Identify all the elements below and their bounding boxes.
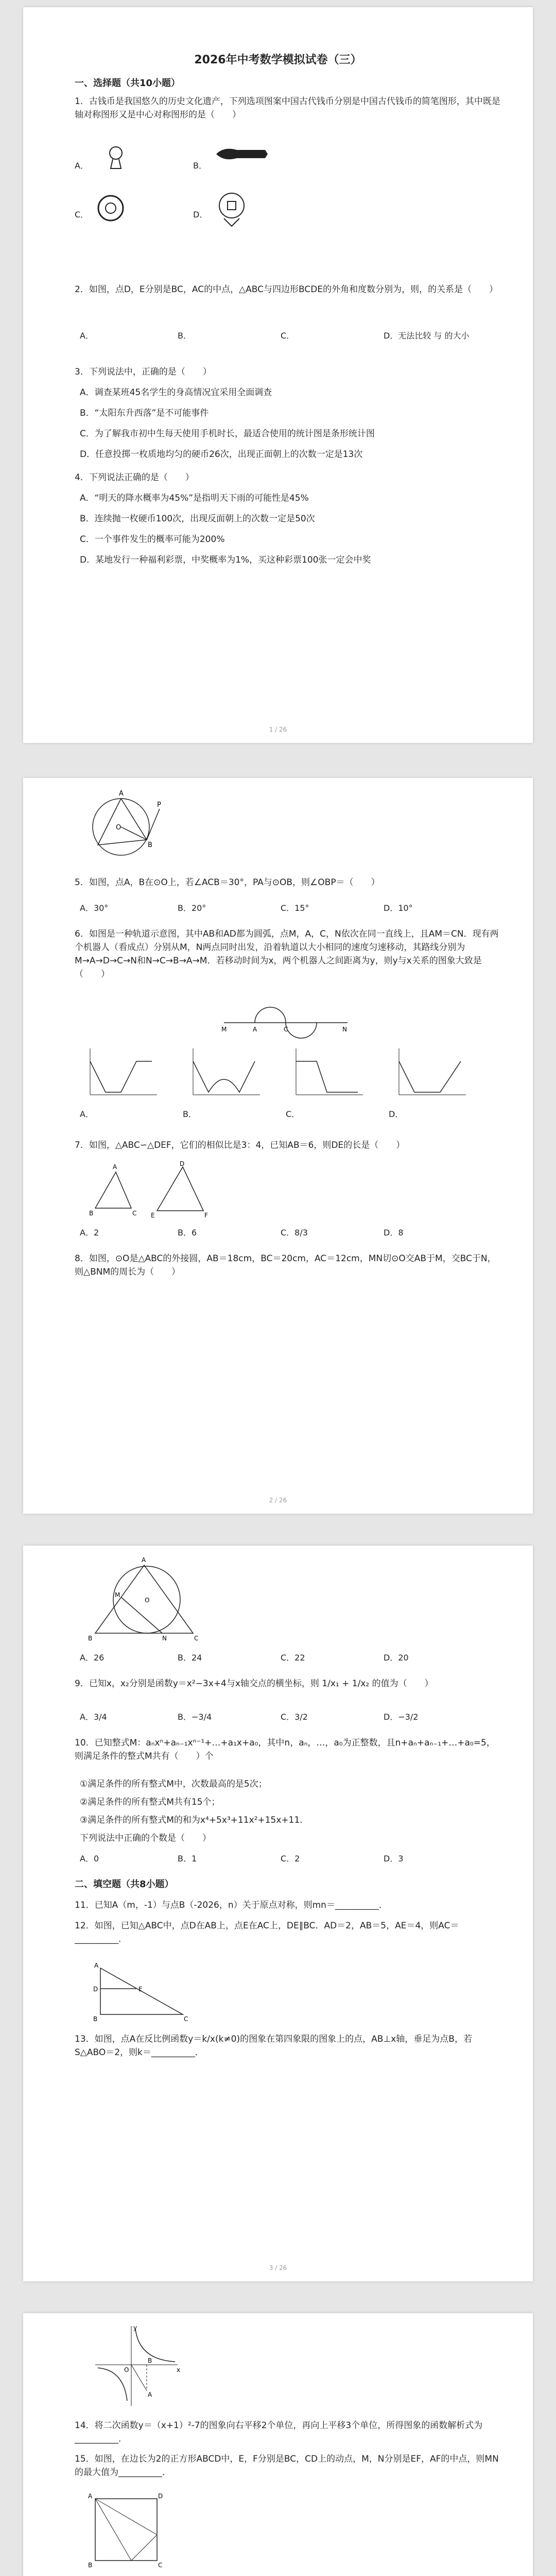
svg-text:M: M (221, 1026, 227, 1033)
svg-text:B: B (93, 2015, 98, 2023)
q5-circle-figure (85, 788, 162, 866)
q4-option-c: C．一个事件发生的概率可能为200% (80, 534, 225, 545)
svg-text:C: C (132, 1210, 137, 1217)
svg-text:y: y (133, 2324, 137, 2331)
q10-option-d: D．3 (384, 1854, 404, 1863)
q8-option-c: C．22 (281, 1653, 305, 1663)
q4-option-a: A．“明天的降水概率为45%”是指明天下雨的可能性是45% (80, 493, 309, 503)
coin-figure-c (95, 193, 126, 224)
q12-triangle-figure (90, 1960, 193, 2022)
svg-text:B: B (88, 2562, 93, 2569)
q9-option-b: B．−3/4 (178, 1712, 212, 1722)
question-5: 5．如图，点A，B在⊙O上，若∠ACB＝30°，PA与⊙OB，则∠OBP＝（ ） (75, 877, 380, 888)
question-14: 14．将二次函数y＝（x+1）²-7的图象向右平移2个单位，再向上平移3个单位，所得图象的函数解析式为__________． (75, 2420, 483, 2444)
q6-option-b: B． (183, 1109, 197, 1119)
svg-text:C: C (158, 2562, 163, 2569)
svg-text:A: A (142, 1556, 146, 1564)
label-p: P (157, 801, 161, 809)
q7-option-c: C．8/3 (281, 1228, 308, 1238)
q2-option-d: D．无法比较 与 的大小 (384, 331, 470, 341)
svg-text:A: A (113, 1163, 117, 1171)
page-number: 3 / 26 (269, 2264, 287, 2272)
q4-option-b: B．连续抛一枚硬币100次，出现反面朝上的次数一定是50次 (80, 514, 315, 524)
svg-text:A: A (148, 2391, 152, 2398)
q6-graph-d (394, 1046, 471, 1103)
svg-text:C: C (194, 1635, 199, 1642)
q9-option-c: C．3/2 (281, 1712, 308, 1722)
q10-statement-1: ①满足条件的所有整式M中，次数最高的是5次； (80, 1779, 267, 1789)
q10-option-a: A．0 (80, 1854, 99, 1863)
q1-option-d: D． (193, 210, 208, 219)
q3-option-d: D．任意投掷一枚质地均匀的硬币26次，出现正面朝上的次数一定是13次 (80, 449, 363, 460)
svg-text:x: x (177, 2366, 181, 2374)
q7-option-a: A．2 (80, 1228, 99, 1238)
q5-option-b: B．20° (178, 903, 206, 913)
q9-option-a: A．3/4 (80, 1712, 107, 1722)
q6-option-a: A． (80, 1109, 94, 1119)
q3-option-b: B．“太阳东升西落”是不可能事件 (80, 408, 209, 418)
page-3 (23, 1546, 533, 2281)
question-12: 12．如图，已知△ABC中，点D在AB上，点E在AC上，DE∥BC．AD＝2，AB＝5，AE＝4，则AC＝__________． (75, 1921, 459, 1944)
q5-option-a: A．30° (80, 903, 109, 913)
q8-option-a: A．26 (80, 1653, 105, 1663)
q10-statement-2: ②满足条件的所有整式M共有15个； (80, 1797, 220, 1807)
question-1: 1．古钱币是我国悠久的历史文化遗产，下列选项图案中国古代钱币分别是中国古代钱币的简笔图形，其中既是轴对称图形又是中心对称图形的是（ ） (75, 96, 500, 120)
svg-text:N: N (342, 1026, 347, 1033)
q7-triangles-figure (85, 1162, 219, 1218)
svg-text:D: D (158, 2493, 163, 2500)
q5-option-c: C．15° (281, 903, 309, 913)
page-number: 2 / 26 (269, 1497, 287, 1504)
svg-text:B: B (148, 2357, 152, 2364)
question-15: 15．如图，在边长为2的正方形ABCD中，E，F分别是BC，CD上的动点，M，N分别是EF，AF的中点，则MN的最大值为__________． (75, 2454, 499, 2478)
question-7: 7．如图，△ABC∽△DEF，它们的相似比是3：4，已知AB＝6，则DE的长是（ ） (75, 1140, 405, 1150)
coin-figure-b (214, 144, 270, 164)
svg-text:C: C (184, 2015, 188, 2023)
q10-prompt: 下列说法中正确的个数是（ ） (80, 1833, 211, 1843)
coin-figure-a (95, 139, 136, 170)
question-9: 9．已知x，x₂分别是函数y＝x²−3x+4与x轴交点的横坐标，则 1/x₁ + 1/x₂ 的值为（ ） (75, 1679, 433, 1689)
q7-option-d: D．8 (384, 1228, 404, 1238)
svg-text:A: A (94, 1962, 99, 1969)
svg-text:A: A (253, 1026, 257, 1033)
svg-text:B: B (88, 1635, 93, 1642)
page-title: 2026年中考数学模拟试卷（三） (194, 54, 362, 66)
page-4 (23, 2313, 533, 2576)
q8-circle-figure (85, 1556, 203, 1643)
svg-text:M: M (115, 1591, 120, 1599)
q6-graph-a (85, 1046, 162, 1103)
q2-option-b: B． (178, 331, 192, 341)
svg-text:E: E (138, 1986, 143, 1993)
q6-option-d: D． (389, 1109, 404, 1119)
question-6: 6．如图是一种轨道示意图，其中AB和AD都为圆弧，点M，A，C，N依次在同一直线上，且AM＝CN．现有两个机器人（看成点）分别从M，N两点同时出发，沿着轨道以大小相同的速度匀速移动，其路线分别为M→A→D→C→N和N→C→B→A→M．若移动时间为x，两个机器人之间距离为y，则y与x关系的图象大致是（ ） (75, 929, 499, 979)
q6-graph-b (188, 1046, 265, 1103)
q8-option-b: B．24 (178, 1653, 202, 1663)
q2-option-a: A． (80, 331, 94, 341)
q3-option-a: A．调查某班45名学生的身高情况宜采用全面调查 (80, 387, 272, 398)
section-heading: 一、选择题（共10小题） (75, 78, 181, 89)
q10-option-c: C．2 (281, 1854, 300, 1863)
q6-graph-c (291, 1046, 368, 1103)
q1-option-a: A． (75, 161, 89, 171)
q7-option-b: B．6 (178, 1228, 197, 1238)
svg-text:C: C (284, 1026, 288, 1033)
q6-track-figure (219, 994, 353, 1036)
question-11: 11．已知A（m，-1）与点B（-2026，n）关于原点对称，则mn＝__________． (75, 1900, 388, 1910)
svg-text:A: A (88, 2493, 93, 2500)
q2-option-c: C． (281, 331, 295, 341)
q5-option-d: D．10° (384, 903, 413, 913)
q13-hyperbola-figure (90, 2324, 183, 2411)
label-o: O (116, 824, 121, 832)
q1-option-c: C． (75, 210, 89, 219)
q9-option-d: D．−3/2 (384, 1712, 419, 1722)
q3-option-c: C．为了解我市初中生每天使用手机时长，最适合使用的统计图是条形统计图 (80, 429, 375, 439)
q4-option-d: D．某地发行一种福利彩票，中奖概率为1%，买这种彩票100张一定会中奖 (80, 555, 371, 565)
q6-option-c: C． (286, 1109, 300, 1119)
page-number: 1 / 26 (269, 726, 287, 733)
q10-statement-3: ③满足条件的所有整式M的和为x⁴+5x³+11x²+15x+11． (80, 1815, 309, 1825)
q1-option-b: B． (193, 161, 207, 171)
question-13: 13．如图，点A在反比例函数y＝k/x(k≠0)的图象在第四象限的图象上的点，AB⊥x轴，垂足为点B，若S△ABO＝2，则k＝__________． (75, 2034, 472, 2058)
question-10: 10．已知整式M：aₙxⁿ+aₙ₋₁xⁿ⁻¹+…+a₁x+a₀，其中n，aₙ，…，a₀为正整数，且n+aₙ+aₙ₋₁+…+a₀=5，则满足条件的整式M共有（ ）个 (75, 1738, 495, 1761)
q10-option-b: B．1 (178, 1854, 197, 1863)
question-4: 4．下列说法正确的是（ ） (75, 472, 194, 483)
question-2: 2．如图，点D，E分别是BC，AC的中点，△ABC与四边形BCDE的外角和度数分别为，则，的关系是（ ） (75, 284, 498, 295)
q15-square-figure (85, 2491, 167, 2568)
label-a: A (119, 790, 124, 798)
q8-option-d: D．20 (384, 1653, 409, 1663)
page-1 (23, 7, 533, 743)
label-b: B (148, 841, 152, 849)
svg-text:D: D (180, 1160, 185, 1167)
svg-text:O: O (145, 1597, 150, 1604)
svg-text:B: B (89, 1210, 94, 1217)
question-3: 3．下列说法中，正确的是（ ） (75, 367, 212, 377)
svg-text:E: E (151, 1212, 155, 1219)
page-2 (23, 778, 533, 1514)
section-heading: 二、填空题（共8小题） (75, 1879, 174, 1890)
svg-text:N: N (162, 1635, 167, 1642)
svg-text:D: D (93, 1986, 98, 1993)
svg-text:F: F (204, 1212, 208, 1219)
coin-figure-d (214, 190, 250, 229)
svg-text:O: O (124, 2366, 129, 2374)
question-8: 8．如图，⊙O是△ABC的外接圆，AB＝18cm，BC＝20cm，AC＝12cm，MN切⊙O交AB于M，交BC于N，则△BNM的周长为（ ） (75, 1253, 496, 1277)
